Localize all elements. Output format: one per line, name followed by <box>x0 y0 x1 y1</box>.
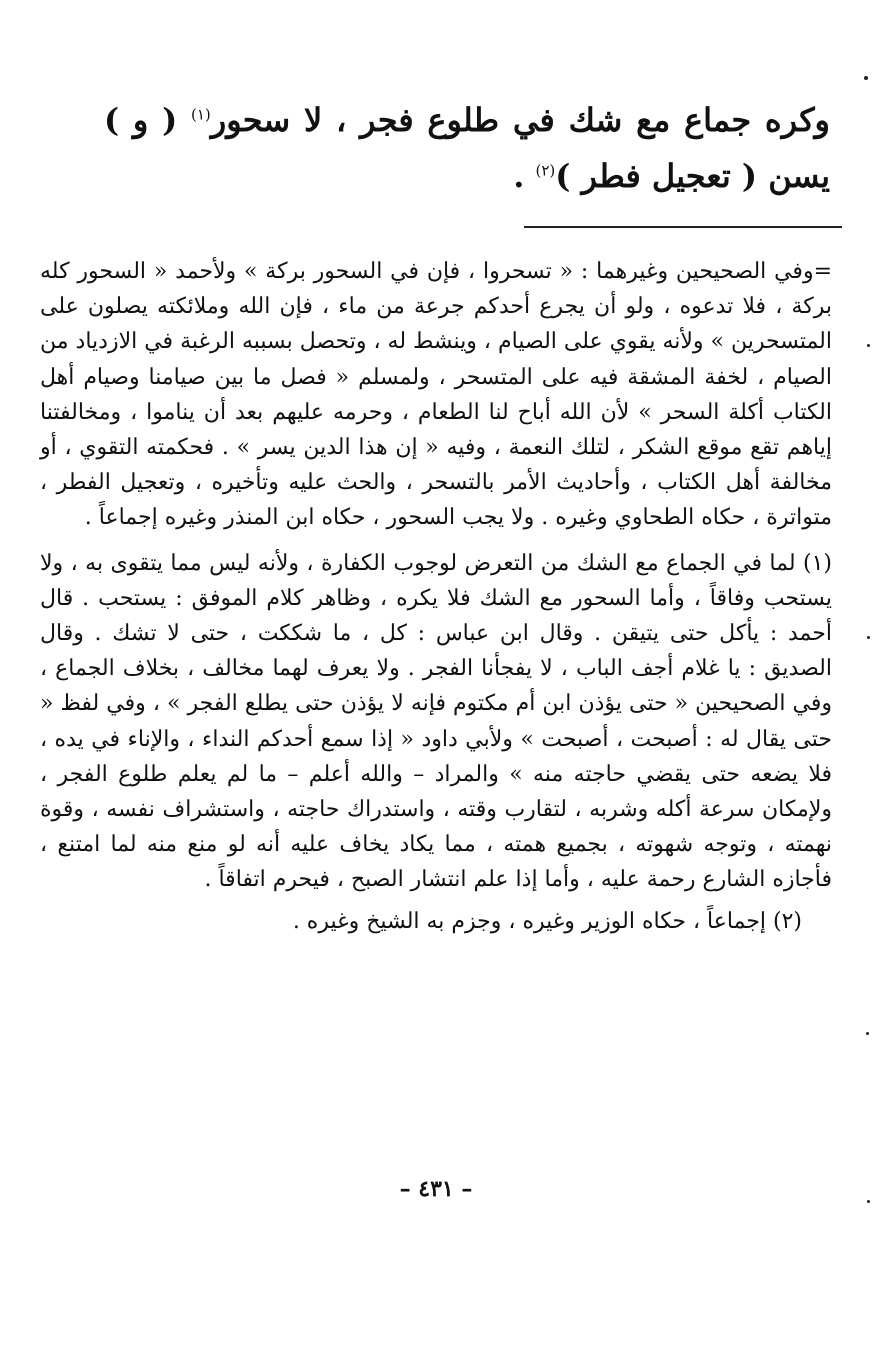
footnote-separator <box>524 226 842 228</box>
scan-speck <box>867 636 870 639</box>
scan-speck <box>867 1200 870 1203</box>
main-text-part2: ( و ) يسن ( تعجيل فطر ) <box>104 101 830 195</box>
footnote-1: (١) لما في الجماع مع الشك من التعرض لوجوب الكفارة ، ولأنه ليس مما يتقوى به ، ولا يستحب وفاقاً ، وأما السحور مع الشك فلا يكره ، وظاهر كلام الموفق : يستحب . قال أحمد : يأكل حتى يتيقن . وقال ابن عباس : كل ، ما شككت ، حتى لا تشك . وقال الصديق : يا غلام أجف الباب ، لا يفجأنا الفجر . ولا يعرف لهما مخالف ، بخلاف الجماع ، وفي الصحيحين « حتى يؤذن ابن أم مكتوم فإنه لا يؤذن حتى يطلع الفجر » ، وفي لفظ « حتى يقال له : أصبحت ، أصبحت » ولأبي داود « إذا سمع أحدكم النداء ، والإناء في يده ، فلا يضعه حتى يقضي حاجته منه » والمراد – والله أعلم – ما لم يعلم طلوع الفجر ، ولإمكان سرعة أكله وشربه ، لتقارب وقته ، واستدراك حاجته ، واستشراف نفسه ، وقوة نهمته ، وتوجه شهوته ، بجميع همته ، مما يكاد يخاف عليه أنه لو منع منه لما امتنع ، فأجازه الشارع رحمة عليه ، وأما إذا علم انتشار الصبح ، فيحرم اتفاقاً . <box>40 550 832 893</box>
footnotes-section <box>40 254 832 939</box>
main-text-part1: وكره جماع مع شك في طلوع فجر ، لا سحور <box>210 101 830 139</box>
page-number: – ٤٣١ – <box>399 1176 473 1202</box>
scan-speck <box>867 344 870 347</box>
footnote-continuation: =وفي الصحيحين وغيرهما : « تسحروا ، فإن في السحور بركة » ولأحمد « السحور كله بركة ، فلا تدعوه ، ولو أن يجرع أحدكم جرعة من ماء ، فإن الله وملائكته يصلون على المتسحرين » ولأنه يقوي على الصيام ، وينشط له ، وتحصل بسببه الرغبة في الازدياد من الصيام ، لخفة المشقة فيه على المتسحر ، ولمسلم « فصل ما بين صيامنا وصيام أهل الكتاب أكلة السحر » لأن الله أباح لنا الطعام ، وحرمه عليهم بعد أن يناموا ، ومخالفتنا إياهم تقع موقع الشكر ، لتلك النعمة ، وفيه « إن هذا الدين يسر » . فحكمته التقوي ، أو مخالفة أهل الكتاب ، وأحاديث الأمر بالتسحر ، والحث عليه وتأخيره ، وتعجيل الفطر ، متواترة ، حكاه الطحاوي وغيره . ولا يجب السحور ، حكاه ابن المنذر وغيره إجماعاً . <box>40 259 832 531</box>
scan-speck <box>864 76 868 80</box>
footnote-marker-2: (٢) <box>535 161 556 180</box>
main-text <box>104 92 830 204</box>
footnote-2: (٢) إجماعاً ، حكاه الوزير وغيره ، وجزم به الشيخ وغيره . <box>292 908 802 934</box>
footnote-marker-1: (١) <box>190 105 211 124</box>
main-text-end: . <box>513 157 536 195</box>
scan-speck <box>866 1032 869 1035</box>
